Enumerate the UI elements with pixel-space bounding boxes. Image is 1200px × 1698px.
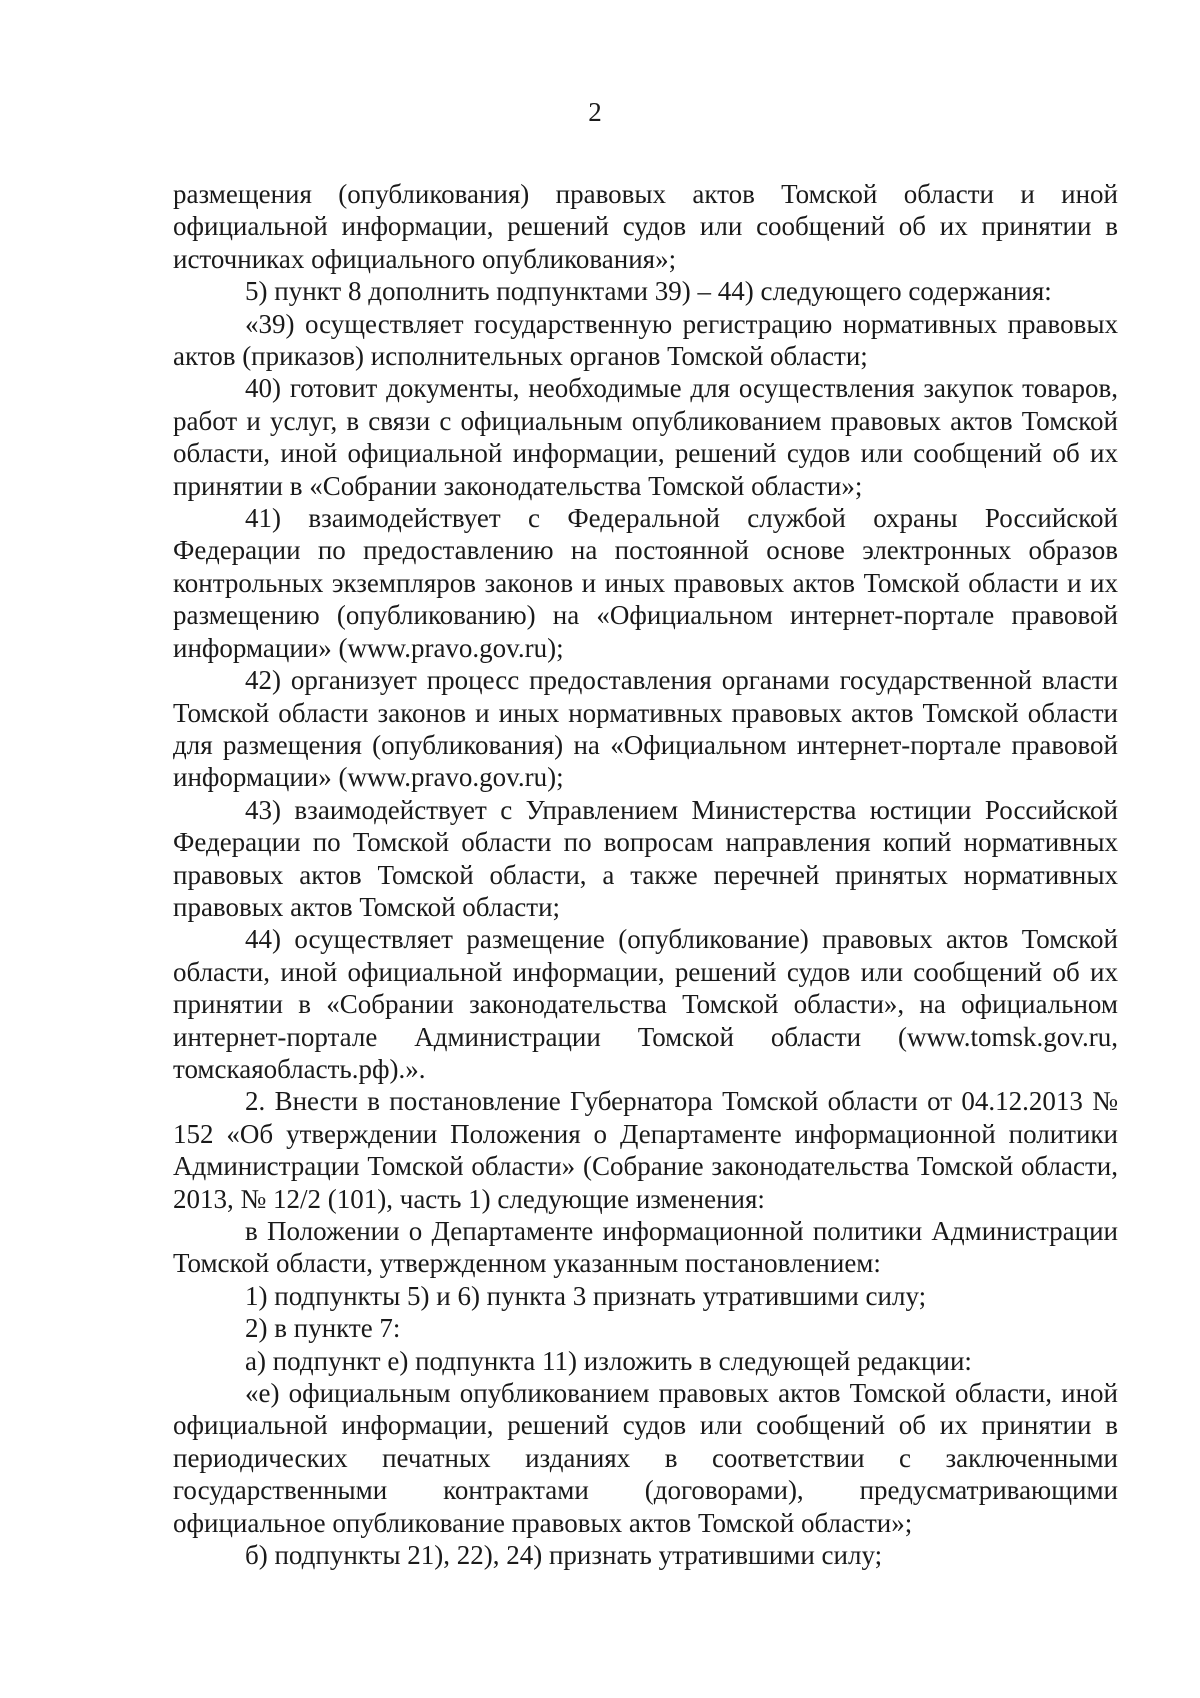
paragraph: 44) осуществляет размещение (опубликование) правовых актов Томской области, иной официальной информации, решений судов или сообщений об их принятии в «Собрании законодательства Томской области», на официальном интернет-портале Администрации Томской области (www.tomsk.gov.ru, томскаяобласть.рф).».: [173, 924, 1118, 1084]
paragraph: 42) организует процесс предоставления органами государственной власти Томской области законов и иных нормативных правовых актов Томской области для размещения (опубликования) на «Официальном интернет-портале правовой информации» (www.pravo.gov.ru);: [173, 665, 1118, 793]
paragraph: б) подпункты 21), 22), 24) признать утратившими силу;: [245, 1540, 883, 1571]
paragraph: 5) пункт 8 дополнить подпунктами 39) – 44) следующего содержания:: [245, 276, 1052, 307]
paragraph: 1) подпункты 5) и 6) пункта 3 признать утратившими силу;: [245, 1280, 927, 1311]
page-number: 2: [588, 97, 602, 127]
paragraph: 43) взаимодействует с Управлением Министерства юстиции Российской Федерации по Томской области по вопросам направления копий нормативных правовых актов Томской области, а также перечней принятых нормативных правовых актов Томской области;: [173, 794, 1118, 922]
paragraph: «39) осуществляет государственную регистрацию нормативных правовых актов (приказов) исполнительных органов Томской области;: [173, 308, 1118, 372]
paragraph: 41) взаимодействует с Федеральной службой охраны Российской Федерации по предоставлению на постоянной основе электронных образов контрольных экземпляров законов и иных правовых актов Томской области и их размещению (опубликованию) на «Официальном интернет-портале правовой информации» (www.pravo.gov.ru);: [173, 503, 1118, 663]
paragraph: «е) официальным опубликованием правовых актов Томской области, иной официальной информации, решений судов или сообщений об их принятии в периодических печатных изданиях в соответствии с заключенными государственными контрактами (договорами), предусматривающими официальное опубликование правовых актов Томской области»;: [173, 1378, 1118, 1538]
paragraph: 2. Внести в постановление Губернатора Томской области от 04.12.2013 № 152 «Об утверждении Положения о Департаменте информационной политики Администрации Томской области» (Собрание законодательства Томской области, 2013, № 12/2 (101), часть 1) следующие изменения:: [173, 1086, 1118, 1214]
paragraph: 2) в пункте 7:: [245, 1313, 401, 1344]
paragraph: в Положении о Департаменте информационной политики Администрации Томской области, утвержденном указанным постановлением:: [173, 1216, 1118, 1279]
paragraph: размещения (опубликования) правовых актов Томской области и иной официальной информации, решений судов или сообщений об их принятии в источниках официального опубликования»;: [173, 179, 1118, 274]
paragraph: а) подпункт е) подпункта 11) изложить в следующей редакции:: [245, 1345, 972, 1376]
paragraph: 40) готовит документы, необходимые для осуществления закупок товаров, работ и услуг, в связи с официальным опубликованием правовых актов Томской области, иной официальной информации, решений судов или сообщений об их принятии в «Собрании законодательства Томской области»;: [173, 373, 1118, 501]
document-body: [173, 178, 1118, 1571]
